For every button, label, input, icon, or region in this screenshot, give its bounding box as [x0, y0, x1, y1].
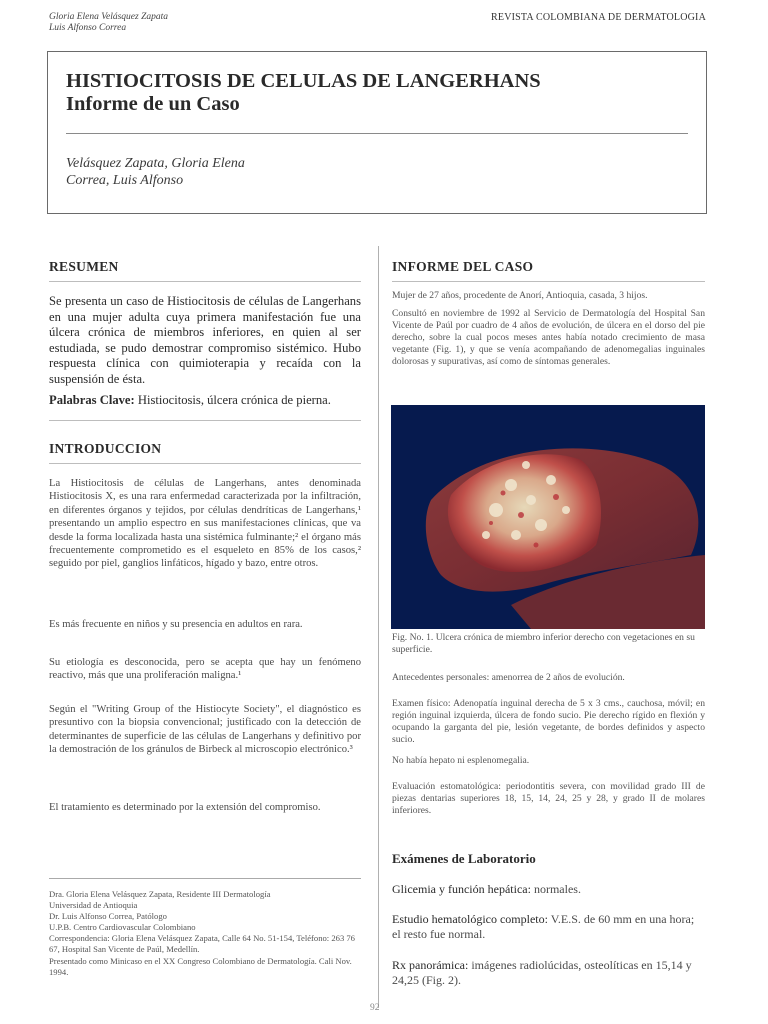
caso-paragraph-1: Mujer de 27 años, procedente de Anorí, Antioquia, casada, 3 hijos. [392, 290, 648, 301]
resumen-rule [49, 281, 361, 282]
photo-illustration [391, 405, 705, 629]
figure-caption: Fig. No. 1. Ulcera crónica de miembro inferior derecho con vegetaciones en su superficie. [392, 632, 695, 655]
page-number: 92 [370, 1003, 380, 1013]
lab-item-3-label: Rx panorámica: [392, 958, 469, 972]
article-title [66, 70, 541, 116]
footnote-line-1: Dra. Gloria Elena Velásquez Zapata, Residente III Dermatología [49, 889, 271, 899]
column-divider [378, 246, 379, 1008]
running-header-authors [49, 12, 168, 34]
intro-paragraph-5: El tratamiento es determinado por la extensión del compromiso. [49, 802, 321, 813]
keywords [49, 393, 361, 409]
title-box [47, 51, 707, 214]
title-line-2: Informe de un Caso [66, 93, 240, 115]
title-line-1: HISTIOCITOSIS DE CELULAS DE LANGERHANS [66, 70, 541, 92]
lab-item-1-label: Glicemia y función hepática: [392, 882, 531, 896]
caso-paragraph-2: Consultó en noviembre de 1992 al Servicio de Dermatología del Hospital San Vicente de Paúl por cuadro de 4 años de evolución, de úlcera en el dorso del pie derecho, sobre la cual pocos meses antes había notado crecimiento de masa vegetante (Fig. 1), y que se venía acompañando de adenomegalias inguinales dolorosas y supurativas, así como de síntomas generales. [392, 308, 705, 367]
intro-paragraph-1: La Histiocitosis de células de Langerhans, antes denominada Histiocitosis X, es una rara enfermedad caracterizada por la infiltración, en diferentes órganos y tejidos, por células dendríticas de Langerhans,¹ presentando un amplio espectro en sus manifestaciones clínicas, que va desde la forma localizada hasta una sistémica fulminante;² el órgano más frecuentemente comprometido es el esqueleto en 85% de los casos,² seguido por piel, ganglios linfáticos, hígado y bazo, entre otros. [49, 478, 361, 570]
resumen-end-rule [49, 420, 361, 421]
footnote-line-6: Presentado como Minicaso en el XX Congreso Colombiano de Dermatología. Cali Nov. 1994. [49, 955, 352, 977]
intro-paragraph-2: Es más frecuente en niños y su presencia en adultos en rara. [49, 619, 303, 630]
clinical-photo [391, 405, 705, 629]
intro-paragraph-4: Según el "Writing Group of the Histiocyte Society", el diagnóstico es presuntivo con la biopsia convencional; justificado con la detección de determinantes de superficie de las células de Langerhans y definitivo por la demostración de los gránulos de Birbeck al microscopio electrónico.³ [49, 704, 361, 756]
author-footnote [49, 889, 361, 978]
keywords-label: Palabras Clave: [49, 393, 135, 407]
intro-paragraph-3: Su etiología es desconocida, pero se acepta que hay un fenómeno reactivo, más que una proliferación maligna.¹ [49, 657, 361, 682]
resumen-heading: RESUMEN [49, 259, 119, 274]
caso-paragraph-6: Evaluación estomatológica: periodontitis severa, con movilidad grado III de piezas dentarias superiores 18, 15, 14, 24, 25 y 28, y grado II de molares inferiores. [392, 781, 705, 816]
header-author-2: Luis Alfonso Correa [49, 23, 127, 33]
header-author-1: Gloria Elena Velásquez Zapata [49, 12, 169, 22]
lab-item-2-text: V.E.S. de 60 mm en una hora; el resto fue normal. [392, 912, 695, 941]
lab-item-2-label: Estudio hematológico completo: [392, 912, 548, 926]
caso-paragraph-4: Examen físico: Adenopatía inguinal derecha de 5 x 3 cms., cauchosa, móvil; en región inguinal izquierda, úlcera de fondo sucio. Pie derecho rígido en flexión y ocupando la garganta del pie, lesión vegetante, de bordes definidos y aspecto sucio. [392, 698, 705, 745]
lab-item-3 [392, 958, 705, 988]
caso-heading: INFORME DEL CASO [392, 259, 534, 274]
caso-paragraph-3: Antecedentes personales: amenorrea de 2 años de evolución. [392, 672, 625, 683]
lab-heading: Exámenes de Laboratorio [392, 851, 536, 866]
lab-item-1 [392, 882, 705, 897]
running-header-journal: REVISTA COLOMBIANA DE DERMATOLOGIA [491, 12, 706, 23]
resumen-text: Se presenta un caso de Histiocitosis de células de Langerhans en una mujer adulta cuya primera manifestación fue una úlcera crónica de miembros inferiores, en quien al ser estudiada, se pudo demostrar compromiso sistémico. Hubo respuesta clínica con quimioterapia y recaída con la suspensión de ésta. [49, 294, 361, 386]
caso-rule [392, 281, 705, 282]
footnote-line-2: Universidad de Antioquia [49, 900, 138, 911]
lab-item-2 [392, 912, 705, 942]
footnote-rule [49, 878, 361, 879]
author-2: Correa, Luis Alfonso [66, 173, 184, 188]
intro-heading: INTRODUCCION [49, 441, 162, 456]
footnote-line-5: Correspondencia: Gloria Elena Velásquez Zapata, Calle 64 No. 51-154, Teléfono: 263 76 67, Hospital San Vicente de Paúl, Medellín. [49, 933, 355, 955]
title-divider [66, 133, 688, 134]
caso-paragraph-5: No había hepato ni esplenomegalia. [392, 755, 530, 766]
keywords-text: Histiocitosis, úlcera crónica de pierna. [137, 393, 331, 407]
author-1: Velásquez Zapata, Gloria Elena [66, 156, 245, 171]
footnote-line-4: U.P.B. Centro Cardiovascular Colombiano [49, 922, 196, 933]
article-authors [66, 155, 245, 189]
footnote-line-3: Dr. Luis Alfonso Correa, Patólogo [49, 911, 167, 922]
lab-item-1-text: normales. [530, 882, 581, 896]
lab-item-3-text: imágenes radiolúcidas, osteolíticas en 15,14 y 24,25 (Fig. 2). [392, 958, 692, 987]
intro-rule [49, 463, 361, 464]
